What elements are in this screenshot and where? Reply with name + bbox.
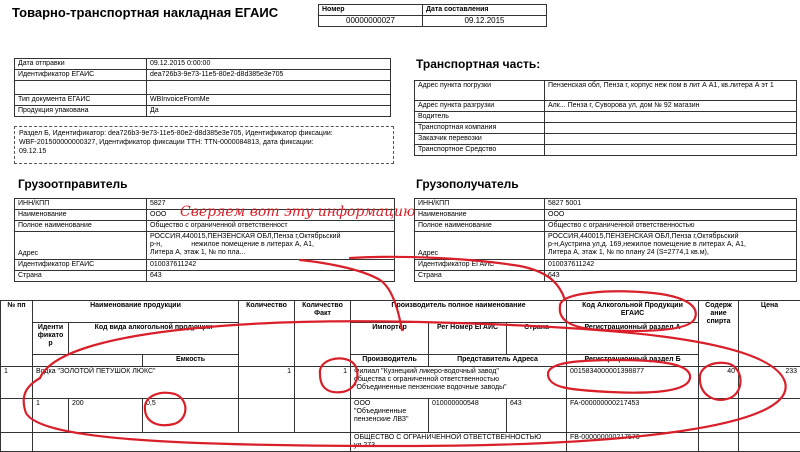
shipper-label: Полное наименование: [15, 221, 147, 232]
transport-row: [415, 134, 797, 145]
transport-title: Транспортная часть:: [416, 57, 540, 71]
shipper-label: Наименование: [15, 210, 147, 221]
shipper-row: [15, 260, 395, 271]
shipper-value: 010037611242: [147, 260, 395, 271]
document-title: Товарно-транспортная накладная ЕГАИС: [12, 5, 278, 20]
transport-label: Транспортная компания: [415, 123, 545, 134]
info-label: Дата отправки: [15, 59, 147, 70]
table-cell: [699, 399, 739, 433]
info-label: Продукция упакована: [15, 106, 147, 117]
row-qty: 1: [239, 367, 295, 399]
shipper-row: [15, 271, 395, 282]
transport-row: [415, 123, 797, 134]
consignee-label: Полное наименование: [415, 221, 545, 232]
col-num-header: № пп: [1, 301, 33, 367]
transport-label: Адрес пункта погрузки: [415, 81, 545, 101]
consignee-label: ИНН/КПП: [415, 199, 545, 210]
transport-value: Алк... Пенза г, Суворова ул, дом № 92 магазин: [545, 101, 797, 112]
consignee-row: [415, 232, 797, 260]
table-cell: [33, 355, 143, 367]
row-abv: 40: [699, 367, 739, 399]
info-label: Идентификатор ЕГАИС: [15, 70, 147, 81]
info-row: [15, 106, 391, 117]
shipper-row: [15, 232, 395, 260]
table-cell: [1, 399, 33, 433]
row-alc-code: 0015834000001398877: [567, 367, 699, 399]
col-producer-rep-header: Производитель: [351, 355, 429, 367]
table-cell: [739, 433, 800, 452]
transport-row: [415, 101, 797, 112]
info-row: [15, 81, 391, 95]
info-value: [147, 81, 391, 95]
transport-value: [545, 134, 797, 145]
transport-value: Пензенская обл, Пенза г, корпус неж пом в лит А А1, кв.литера А эт 1: [545, 81, 797, 101]
row-num: 1: [1, 367, 33, 399]
table-row: [319, 16, 547, 27]
shipper-value: 643: [147, 271, 395, 282]
row-producer: Филиал "Кузнецкий ликеро-водочный завод" общества с ограниченной ответственностью "Объединенные пензенские водочные заводы": [351, 367, 567, 399]
col-qty-header: Количество: [239, 301, 295, 367]
annotation-text: Сверяем вот эту информацию: [180, 204, 415, 220]
section-b-box: Раздел Б, Идентификатор: dea726b3-9e73-11e5-80e2-d8d385e3e705, Идентификатор фиксации: WBF-201500000000327, Идентификатор фиксации ТТН: TTN-0000084813, дата фиксации: 09.12.15: [14, 126, 394, 164]
transport-label: Заказчик перевозки: [415, 134, 545, 145]
date-label: Дата составления: [423, 5, 547, 16]
shipper-value: Общество с ограниченной ответственност: [147, 221, 395, 232]
consignee-value: РОССИЯ,440015,ПЕНЗЕНСКАЯ ОБЛ,Пенза г,Октябрьский р-н,Аустрина ул,д. 169,нежилое помещение в литерах А, А1, Литера А, этаж 1, № по плану 24 (S=2774,1 кв.м),: [545, 232, 797, 260]
info-row: [15, 70, 391, 81]
goods-table: [0, 300, 800, 452]
col-rep-address-header: Представитель Адреса: [429, 355, 567, 367]
number-value: 00000000027: [319, 16, 423, 27]
consignee-label: Наименование: [415, 210, 545, 221]
row-cert-a: FA-000000000217453: [567, 399, 699, 433]
consignee-row: [415, 199, 797, 210]
shipper-label: Адрес: [15, 232, 147, 260]
shipper-value: 5827: [147, 199, 395, 210]
info-row: [15, 95, 391, 106]
consignee-row: [415, 260, 797, 271]
transport-row: [415, 112, 797, 123]
col-alc-code-header: Код Алкогольной Продукции ЕГАИС: [567, 301, 699, 323]
transport-value: [545, 123, 797, 134]
col-importer-header: Импортер: [351, 323, 429, 355]
table-cell: [739, 399, 800, 433]
col-capacity-header: Емкость: [143, 355, 239, 367]
document-info-table: [14, 58, 391, 117]
info-value: Да: [147, 106, 391, 117]
consignee-label: Идентификатор ЕГАИС: [415, 260, 545, 271]
consignee-label: Адрес: [415, 232, 545, 260]
consignee-row: [415, 221, 797, 232]
info-label: [15, 81, 147, 95]
row-product-name: Водка "ЗОЛОТОЙ ПЕТУШОК ЛЮКС": [33, 367, 239, 399]
col-reg-number-header: Рег Номер ЕГАИС: [429, 323, 507, 355]
consignee-label: Страна: [415, 271, 545, 282]
shipper-row: [15, 221, 395, 232]
row-kind-code: 200: [69, 399, 143, 433]
col-qty-fact-header: Количество Факт: [295, 301, 351, 367]
transport-label: Транспортное Средство: [415, 145, 545, 156]
consignee-table: [414, 198, 797, 282]
transport-label: Водитель: [415, 112, 545, 123]
consignee-row: [415, 271, 797, 282]
col-cert-a-header: Регистрационный раздел А: [567, 323, 699, 355]
row-sub-num: 1: [33, 399, 69, 433]
table-row: [1, 355, 800, 367]
transport-table: [414, 80, 797, 156]
table-cell: [1, 433, 33, 452]
row-importer: ООО "Объединенные пензенские ЛВЗ": [351, 399, 429, 433]
info-label: Тип документа ЕГАИС: [15, 95, 147, 106]
col-producer-header: Производитель полное наименование: [351, 301, 567, 323]
row-price: 233: [739, 367, 800, 399]
transport-row: [415, 81, 797, 101]
consignee-value: 010037611242: [545, 260, 797, 271]
row-reg-number: 010000000548: [429, 399, 507, 433]
info-value: dea726b3-9e73-11e5-80e2-d8d385e3e705: [147, 70, 391, 81]
col-ident-header: Иденти фикато р: [33, 323, 69, 355]
col-kind-code-header: Код вида алкогольной продукции: [69, 323, 239, 355]
col-cert-b-header: Регистрационный раздел Б: [567, 355, 699, 367]
header-number-date-table: [318, 4, 547, 27]
table-row: [319, 5, 547, 16]
table-cell: [239, 399, 295, 433]
row-qty-fact: 1: [295, 367, 351, 399]
table-row: [1, 301, 800, 323]
col-price-header: Цена: [739, 301, 800, 367]
col-country-header: Страна: [507, 323, 567, 355]
shipper-value: РОССИЯ,440015,ПЕНЗЕНСКАЯ ОБЛ,Пенза г,Октябрьский р-н, нежилое помещение в литерах А, А1, Литера А, этаж 1, № по пла...: [147, 232, 395, 260]
goods-tail-row: [1, 433, 800, 452]
info-value: WBInvoiceFromMe: [147, 95, 391, 106]
row-cert-b: FB-000000000217573: [567, 433, 699, 452]
transport-label: Адрес пункта разгрузки: [415, 101, 545, 112]
info-value: 09.12.2015 0:00:00: [147, 59, 391, 70]
shipper-label: Страна: [15, 271, 147, 282]
info-row: [15, 59, 391, 70]
row-tail: ОБЩЕСТВО С ОГРАНИЧЕННОЙ ОТВЕТСТВЕННОСТЬЮ ул 273: [351, 433, 567, 452]
table-row: [1, 323, 800, 355]
shipper-label: Идентификатор ЕГАИС: [15, 260, 147, 271]
consignee-value: 643: [545, 271, 797, 282]
goods-row: [1, 367, 800, 399]
goods-subrow: [1, 399, 800, 433]
col-product-header: Наименование продукции: [33, 301, 239, 323]
shipper-label: ИНН/КПП: [15, 199, 147, 210]
table-cell: [33, 433, 351, 452]
shipper-title: Грузоотправитель: [18, 177, 128, 191]
row-capacity: 0,5: [143, 399, 239, 433]
consignee-row: [415, 210, 797, 221]
shipper-value: ООО: [147, 210, 395, 221]
table-cell: [699, 433, 739, 452]
consignee-value: 5827 5001: [545, 199, 797, 210]
consignee-title: Грузополучатель: [416, 177, 519, 191]
consignee-value: ООО: [545, 210, 797, 221]
row-country: 643: [507, 399, 567, 433]
transport-value: [545, 112, 797, 123]
number-label: Номер: [319, 5, 423, 16]
date-value: 09.12.2015: [423, 16, 547, 27]
transport-row: [415, 145, 797, 156]
table-cell: [295, 399, 351, 433]
consignee-value: Общество с ограниченной ответственностью: [545, 221, 797, 232]
transport-value: [545, 145, 797, 156]
col-abv-header: Содерж ание спирта: [699, 301, 739, 367]
